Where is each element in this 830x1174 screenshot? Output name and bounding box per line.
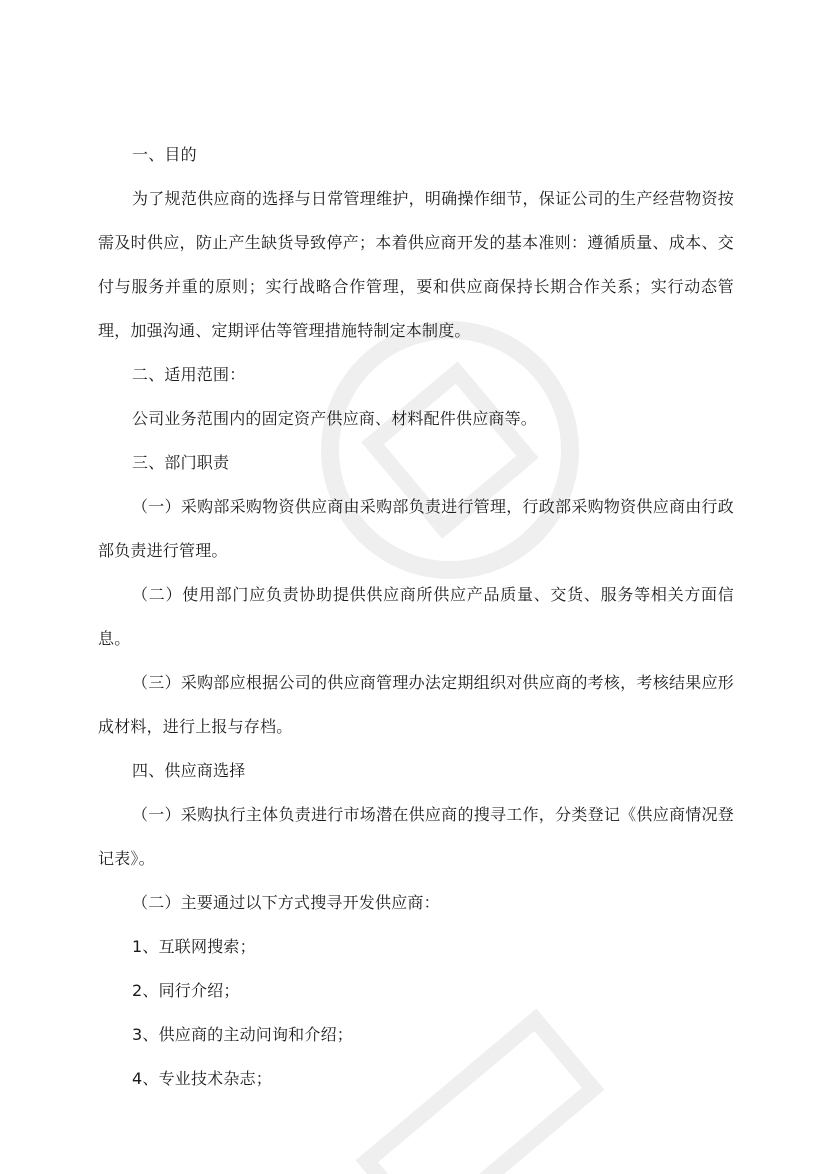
list-item: 1、互联网搜索；: [132, 937, 256, 956]
scope-paragraph: 公司业务范围内的固定资产供应商、材料配件供应商等。: [132, 409, 538, 428]
selection-paragraph-2: （二）主要通过以下方式搜寻开发供应商：: [132, 893, 440, 912]
responsibility-paragraph-1: （一）采购部采购物资供应商由采购部负责进行管理，行政部采购物资供应商由行政部负责进行管理。: [98, 497, 734, 560]
list-item: 2、同行介绍；: [132, 981, 240, 1000]
section-heading-responsibilities: 三、部门职责: [132, 453, 230, 472]
section-heading-scope: 二、适用范围：: [132, 365, 246, 384]
section-heading-purpose: 一、目的: [132, 145, 197, 164]
selection-paragraph-1: （一）采购执行主体负责进行市场潜在供应商的搜寻工作，分类登记《供应商情况登记表》。: [98, 805, 734, 868]
section-heading-supplier-selection: 四、供应商选择: [132, 761, 246, 780]
list-item: 4、专业技术杂志；: [132, 1069, 272, 1088]
responsibility-paragraph-3: （三）采购部应根据公司的供应商管理办法定期组织对供应商的考核，考核结果应形成材料，进行上报与存档。: [98, 673, 734, 736]
purpose-paragraph: 为了规范供应商的选择与日常管理维护，明确操作细节，保证公司的生产经营物资按需及时供应，防止产生缺货导致停产；本着供应商开发的基本准则：遵循质量、成本、交付与服务并重的原则；实行战略合作管理，要和供应商保持长期合作关系；实行动态管理，加强沟通、定期评估等管理措施特制定本制度。: [98, 189, 734, 340]
responsibility-paragraph-2: （二）使用部门应负责协助提供供应商所供应产品质量、交货、服务等相关方面信息。: [98, 585, 734, 648]
list-item: 3、供应商的主动问询和介绍；: [132, 1025, 353, 1044]
document-body: [98, 133, 734, 1101]
